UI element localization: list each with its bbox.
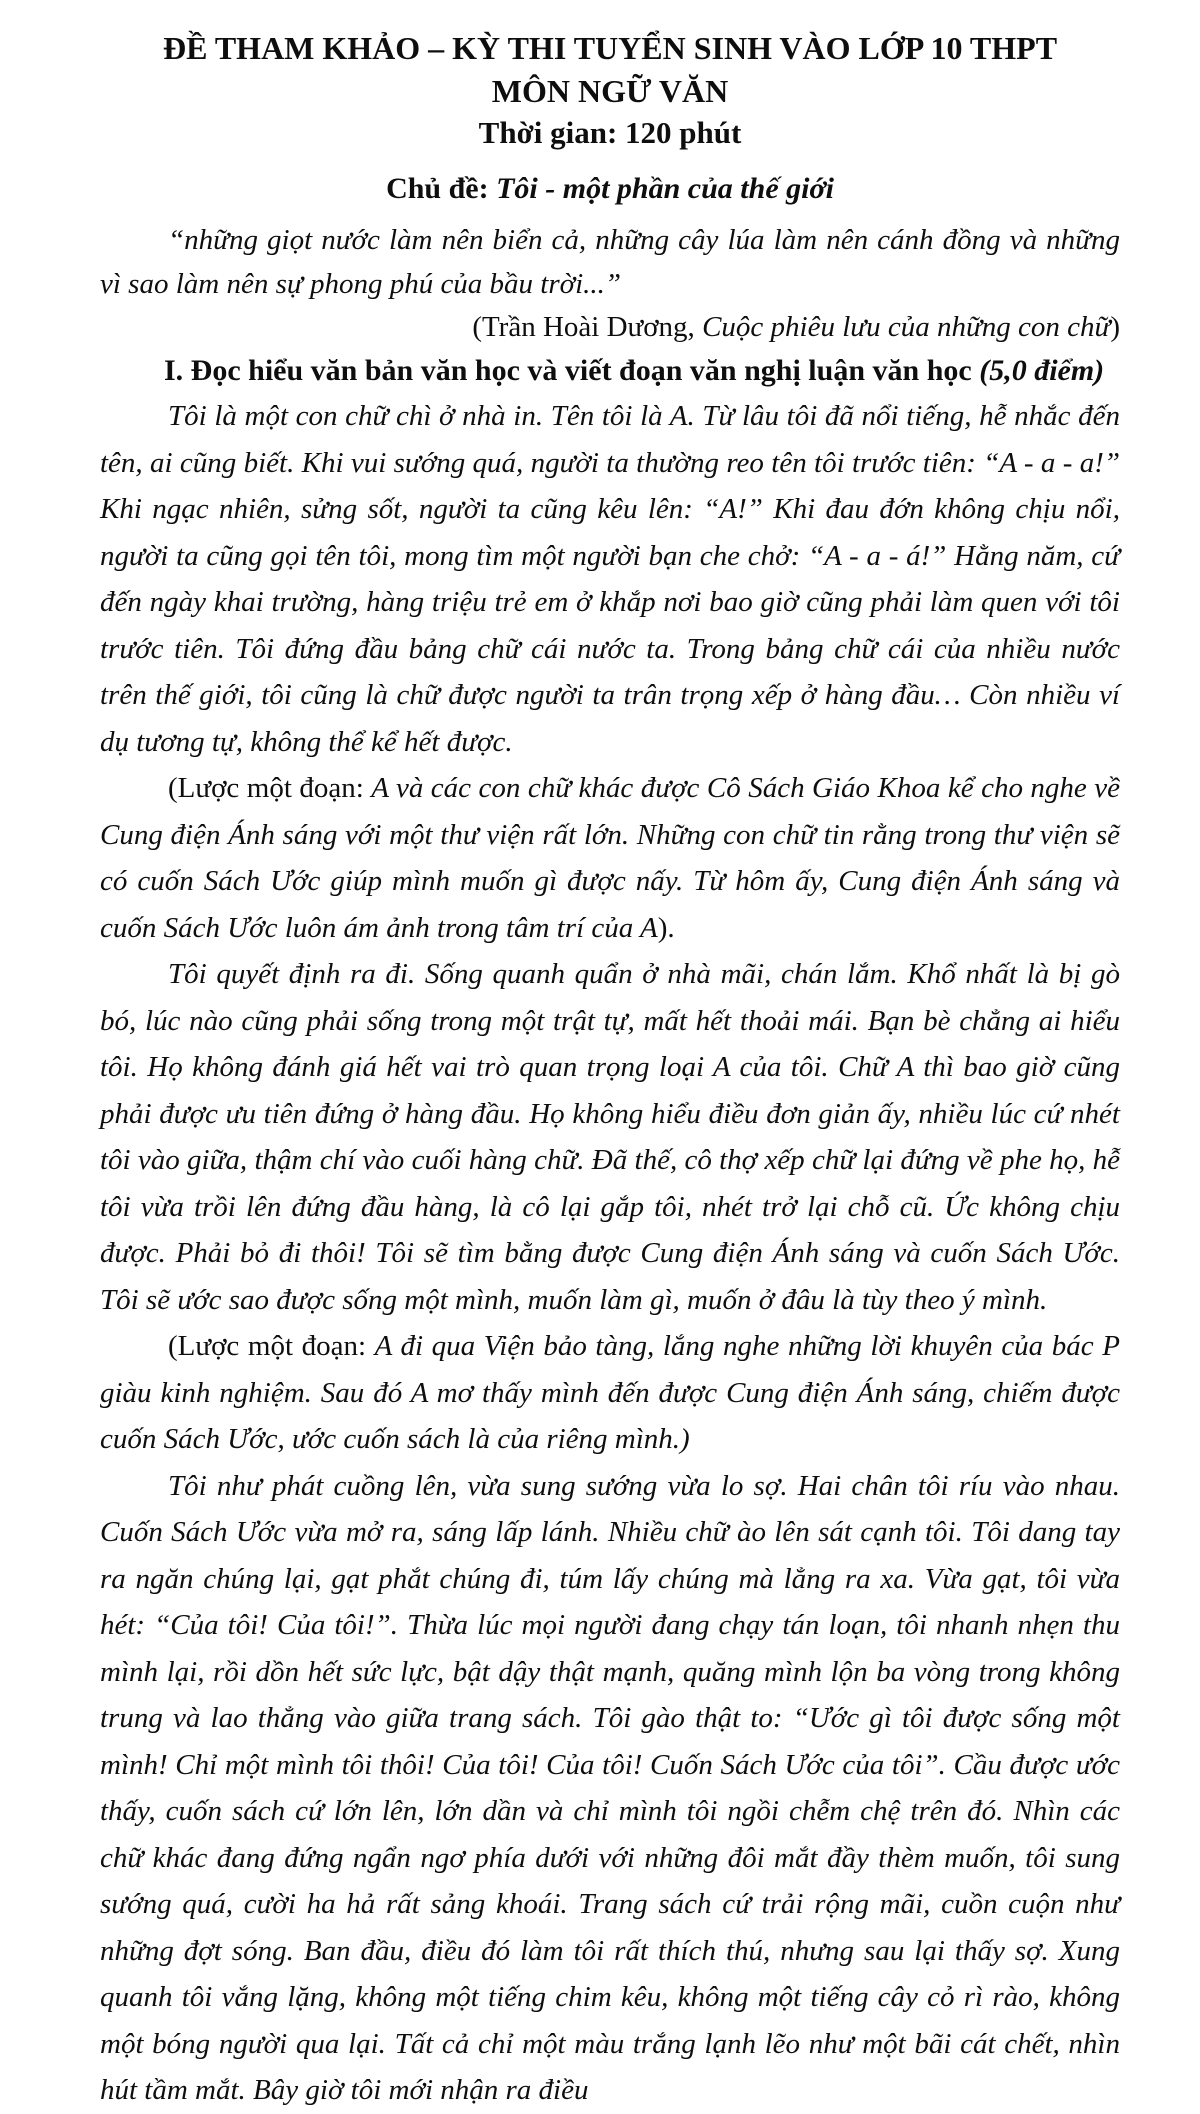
attribution-author: (Trần Hoài Dương, <box>472 311 703 343</box>
theme-label: Chủ đề: <box>386 172 497 205</box>
text-run: (Lược một đoạn: <box>168 1330 375 1362</box>
section-points: (5,0 điểm) <box>979 354 1105 387</box>
body-paragraph <box>100 1323 1120 1463</box>
exam-subject: MÔN NGỮ VĂN <box>491 73 729 109</box>
theme-value: Tôi - một phần của thế giới <box>496 172 834 205</box>
attribution-work-title: Cuộc phiêu lưu của những con chữ <box>702 311 1111 343</box>
document-header <box>100 26 1120 154</box>
quote-attribution <box>100 306 1120 348</box>
text-run: Tôi là một con chữ chì ở nhà in. Tên tôi là A. Từ lâu tôi đã nổi tiếng, hễ nhắc đến tên, ai cũng biết. Khi vui sướng quá, người ta thường reo tên tôi trước tiên: “A - a - a!” Khi ngạc nhiên, sửng sốt, người ta cũng kêu lên: “A!” Khi đau đớn không chịu nổi, người ta cũng gọi tên tôi, mong tìm một người bạn che chở: “A - a - á!” Hằng năm, cứ đến ngày khai trường, hàng triệu trẻ em ở khắp nơi bao giờ cũng phải làm quen với tôi trước tiên. Tôi đứng đầu bảng chữ cái nước ta. Trong bảng chữ cái của nhiều nước trên thế giới, tôi cũng là chữ được người ta trân trọng xếp ở hàng đầu… Còn nhiều ví dụ tương tự, không thể kể hết được. <box>100 400 1120 758</box>
document-body <box>100 393 1120 2114</box>
text-run: A và các con chữ khác được Cô Sách Giáo Khoa kể cho nghe về Cung điện Ánh sáng với một thư viện rất lớn. Những con chữ tin rằng trong thư viện sẽ có cuốn Sách Ước giúp mình muốn gì được nấy. Từ hôm ấy, Cung điện Ánh sáng và cuốn Sách Ước luôn ám ảnh trong tâm trí của A <box>100 772 1121 944</box>
body-paragraph <box>100 393 1120 765</box>
exam-duration: Thời gian: 120 phút <box>478 115 742 150</box>
epigraph-quote: “những giọt nước làm nên biển cả, những cây lúa làm nên cánh đồng và những vì sao làm nên sự phong phú của bầu trời...” <box>100 224 1120 300</box>
theme-line <box>100 168 1120 210</box>
text-run: ). <box>657 911 675 944</box>
body-paragraph <box>100 1463 1120 2114</box>
text-run: (Lược một đoạn: <box>168 772 372 804</box>
section-title: I. Đọc hiểu văn bản văn học và viết đoạn văn nghị luận văn học <box>164 354 980 387</box>
text-run: Tôi quyết định ra đi. Sống quanh quẩn ở nhà mãi, chán lắm. Khổ nhất là bị gò bó, lúc nào cũng phải sống trong một trật tự, mất hết thoải mái. Bạn bè chẳng ai hiểu tôi. Họ không đánh giá hết vai trò quan trọng loại A của tôi. Chữ A thì bao giờ cũng phải được ưu tiên đứng ở hàng đầu. Họ không hiểu điều đơn giản ấy, nhiều lúc cứ nhét tôi vào giữa, thậm chí vào cuối hàng chữ. Đã thế, cô thợ xếp chữ lại đứng về phe họ, hễ tôi vừa trồi lên đứng đầu hàng, là cô lại gắp tôi, nhét trở lại chỗ cũ. Ức không chịu được. Phải bỏ đi thôi! Tôi sẽ tìm bằng được Cung điện Ánh sáng và cuốn Sách Ước. Tôi sẽ ước sao được sống một mình, muốn làm gì, muốn ở đâu là tùy theo ý mình. <box>100 958 1120 1316</box>
exam-title: ĐỀ THAM KHẢO – KỲ THI TUYỂN SINH VÀO LỚP 10 THPT <box>162 30 1058 66</box>
text-run: A đi qua Viện bảo tàng, lắng nghe những lời khuyên của bác P giàu kinh nghiệm. Sau đó A mơ thấy mình đến được Cung điện Ánh sáng, chiếm được cuốn Sách Ước, ước cuốn sách là của riêng mình.) <box>100 1330 1120 1455</box>
body-paragraph <box>100 765 1120 951</box>
body-paragraph <box>100 951 1120 1323</box>
text-run: Tôi như phát cuồng lên, vừa sung sướng vừa lo sợ. Hai chân tôi ríu vào nhau. Cuốn Sách Ước vừa mở ra, sáng lấp lánh. Nhiều chữ ào lên sát cạnh tôi. Tôi dang tay ra ngăn chúng lại, gạt phắt chúng đi, túm lấy chúng mà lẳng ra xa. Vừa gạt, tôi vừa hét: “Của tôi! Của tôi!”. Thừa lúc mọi người đang chạy tán loạn, tôi nhanh nhẹn thu mình lại, rồi dồn hết sức lực, bật dậy thật mạnh, quăng mình lộn ba vòng trong không trung và lao thẳng vào giữa trang sách. Tôi gào thật to: “Ước gì tôi được sống một mình! Chỉ một mình tôi thôi! Của tôi! Của tôi! Cuốn Sách Ước của tôi”. Cầu được ước thấy, cuốn sách cứ lớn lên, lớn dần và chỉ mình tôi ngồi chễm chệ trên đó. Nhìn các chữ khác đang đứng ngẩn ngơ phía dưới với những đôi mắt đầy thèm muốn, tôi sung sướng quá, cười ha hả rất sảng khoái. Trang sách cứ trải rộng mãi, cuồn cuộn như những đợt sóng. Ban đầu, điều đó làm tôi rất thích thú, nhưng sau lại thấy sợ. Xung quanh tôi vắng lặng, không một tiếng chim kêu, không một tiếng cây cỏ rì rào, không một bóng người qua lại. Tất cả chỉ một màu trắng lạnh lẽo như một bãi cát chết, nhìn hút tầm mắt. Bây giờ tôi mới nhận ra điều <box>100 1469 1120 2106</box>
attribution-close: ) <box>1110 311 1120 343</box>
section-heading <box>100 348 1120 393</box>
